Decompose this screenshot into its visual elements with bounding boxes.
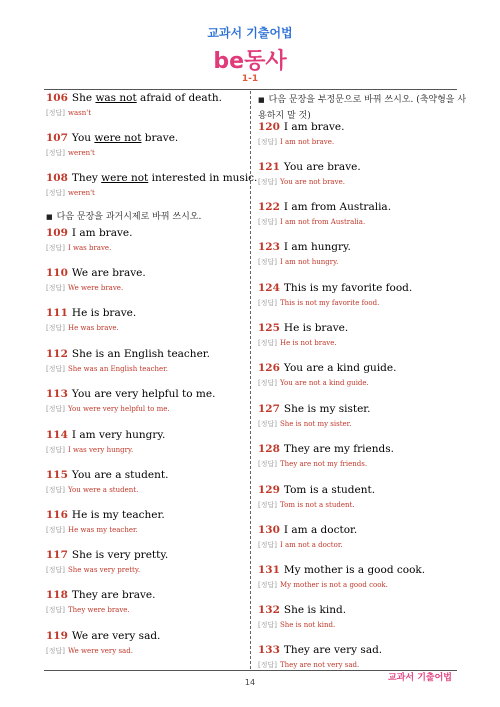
question-number: 128 xyxy=(258,443,280,455)
question-106 xyxy=(46,92,246,118)
answer-label: [정답] xyxy=(46,109,65,117)
question-number: 113 xyxy=(46,388,68,400)
question-107 xyxy=(46,132,246,158)
answer-label: [정답] xyxy=(258,299,277,307)
question-number: 115 xyxy=(46,469,68,481)
answer-label: [정답] xyxy=(46,365,65,373)
question-number: 112 xyxy=(46,348,68,360)
answer-label: [정답] xyxy=(258,138,277,146)
answer-label: [정답] xyxy=(46,149,65,157)
answer-label: [정답] xyxy=(258,258,277,266)
answer-text: She was an English teacher. xyxy=(68,365,168,373)
question-number: 133 xyxy=(258,644,280,656)
question-number: 119 xyxy=(46,630,68,642)
question-text: You xyxy=(71,132,95,144)
question-number: 106 xyxy=(46,92,68,104)
question-text: We are brave. xyxy=(71,267,146,279)
question-125 xyxy=(258,322,458,348)
question-text: afraid of death. xyxy=(136,92,222,104)
question-text: I am a doctor. xyxy=(283,524,358,536)
question-text: They are my friends. xyxy=(283,443,394,455)
question-text: She is very pretty. xyxy=(71,549,169,561)
question-130 xyxy=(258,524,458,550)
answer-text: We were brave. xyxy=(68,284,124,292)
question-number: 117 xyxy=(46,549,68,561)
answer-text: She was very pretty. xyxy=(68,566,141,574)
question-text: brave. xyxy=(141,132,179,144)
answer-text: Tom is not a student. xyxy=(280,501,355,509)
answer-text: I am not hungry. xyxy=(280,258,339,266)
underlined-text: was not xyxy=(95,92,137,104)
answer-text: They are not very sad. xyxy=(280,661,360,669)
question-119 xyxy=(46,630,246,656)
answer-text: He was my teacher. xyxy=(68,526,138,534)
section-number: 1-1 xyxy=(241,74,259,84)
question-text: She is kind. xyxy=(283,604,347,616)
answer-text: You were very helpful to me. xyxy=(68,405,170,413)
question-124 xyxy=(258,282,458,308)
question-text: This is my favorite food. xyxy=(283,282,413,294)
instruction-negative: ■ 다음 문장을 부정문으로 바꿔 쓰시오. (축약형을 사 용하지 말 것) xyxy=(258,95,467,121)
question-number: 131 xyxy=(258,564,280,576)
question-number: 127 xyxy=(258,403,280,415)
question-128 xyxy=(258,443,458,469)
answer-text: wasn't xyxy=(68,109,92,117)
question-118 xyxy=(46,589,246,615)
question-112 xyxy=(46,348,246,374)
question-text: I am brave. xyxy=(283,121,345,133)
question-number: 130 xyxy=(258,524,280,536)
question-text: She is my sister. xyxy=(283,403,371,415)
question-110 xyxy=(46,267,246,293)
question-text: I am hungry. xyxy=(283,241,351,253)
question-number: 129 xyxy=(258,484,280,496)
question-122 xyxy=(258,201,458,227)
question-text: Tom is a student. xyxy=(283,484,376,496)
answer-label: [정답] xyxy=(46,324,65,332)
answer-text: weren't xyxy=(68,189,95,197)
answer-label: [정답] xyxy=(258,501,277,509)
question-text: They are very sad. xyxy=(283,644,383,656)
underlined-text: were not xyxy=(101,172,149,184)
answer-label: [정답] xyxy=(46,486,65,494)
question-number: 118 xyxy=(46,589,68,601)
answer-label: [정답] xyxy=(258,460,277,468)
answer-label: [정답] xyxy=(258,178,277,186)
question-text: They xyxy=(71,172,102,184)
answer-text: She is not my sister. xyxy=(280,420,352,428)
answer-label: [정답] xyxy=(258,661,277,669)
question-text: interested in music. xyxy=(148,172,258,184)
question-number: 124 xyxy=(258,282,280,294)
question-number: 107 xyxy=(46,132,68,144)
answer-text: I am not brave. xyxy=(280,138,335,146)
question-117 xyxy=(46,549,246,575)
question-114 xyxy=(46,429,246,455)
question-129 xyxy=(258,484,458,510)
question-text: You are brave. xyxy=(283,161,361,173)
instruction-past-tense: ■ 다음 문장을 과거시제로 바꿔 쓰시오. xyxy=(46,212,202,222)
answer-text: weren't xyxy=(68,149,95,157)
answer-label: [정답] xyxy=(46,446,65,454)
question-115 xyxy=(46,469,246,495)
question-text: He is brave. xyxy=(283,322,349,334)
question-text: He is my teacher. xyxy=(71,509,165,521)
question-number: 121 xyxy=(258,161,280,173)
answer-text: I was very hungry. xyxy=(68,446,134,454)
question-text: You are a kind guide. xyxy=(283,362,397,374)
question-109 xyxy=(46,227,246,253)
question-121 xyxy=(258,161,458,187)
page-title: be동사 xyxy=(213,49,287,74)
answer-text: You are not brave. xyxy=(280,178,345,186)
answer-label: [정답] xyxy=(258,339,277,347)
question-132 xyxy=(258,604,458,630)
answer-label: [정답] xyxy=(46,405,65,413)
question-number: 110 xyxy=(46,267,68,279)
footer-brand: 교과서 기출어법 xyxy=(388,673,452,683)
answer-text: My mother is not a good cook. xyxy=(280,581,388,589)
answer-label: [정답] xyxy=(46,244,65,252)
answer-label: [정답] xyxy=(46,606,65,614)
answer-label: [정답] xyxy=(46,566,65,574)
question-text: I am brave. xyxy=(71,227,133,239)
question-number: 122 xyxy=(258,201,280,213)
question-text: She is an English teacher. xyxy=(71,348,210,360)
answer-label: [정답] xyxy=(258,581,277,589)
answer-label: [정답] xyxy=(258,218,277,226)
answer-text: He was brave. xyxy=(68,324,119,332)
answer-text: I am not from Australia. xyxy=(280,218,366,226)
answer-label: [정답] xyxy=(46,526,65,534)
question-text: My mother is a good cook. xyxy=(283,564,426,576)
answer-text: This is not my favorite food. xyxy=(280,299,380,307)
question-126 xyxy=(258,362,458,388)
answer-text: She is not kind. xyxy=(280,621,336,629)
question-text: They are brave. xyxy=(71,589,156,601)
question-number: 108 xyxy=(46,172,68,184)
question-text: You are very helpful to me. xyxy=(71,388,216,400)
question-number: 132 xyxy=(258,604,280,616)
question-number: 114 xyxy=(46,429,68,441)
answer-label: [정답] xyxy=(258,379,277,387)
question-123 xyxy=(258,241,458,267)
question-number: 109 xyxy=(46,227,68,239)
question-108 xyxy=(46,172,258,198)
question-text: You are a student. xyxy=(71,469,169,481)
answer-text: We were very sad. xyxy=(68,647,133,655)
underlined-text: were not xyxy=(94,132,142,144)
question-127 xyxy=(258,403,458,429)
question-number: 123 xyxy=(258,241,280,253)
question-113 xyxy=(46,388,246,414)
question-number: 111 xyxy=(46,307,68,319)
answer-text: He is not brave. xyxy=(280,339,337,347)
top-rule xyxy=(44,89,457,90)
page-number: 14 xyxy=(244,678,256,687)
question-text: I am very hungry. xyxy=(71,429,166,441)
answer-text: You are not a kind guide. xyxy=(280,379,369,387)
answer-label: [정답] xyxy=(46,189,65,197)
answer-label: [정답] xyxy=(46,284,65,292)
question-number: 126 xyxy=(258,362,280,374)
answer-text: I am not a doctor. xyxy=(280,541,343,549)
question-111 xyxy=(46,307,246,333)
header-series-title: 교과서 기출어법 xyxy=(207,26,293,40)
question-133 xyxy=(258,644,458,670)
answer-text: You were a student. xyxy=(68,486,139,494)
answer-label: [정답] xyxy=(258,420,277,428)
answer-label: [정답] xyxy=(258,541,277,549)
question-text: He is brave. xyxy=(71,307,137,319)
answer-text: They were brave. xyxy=(68,606,130,614)
answer-text: They are not my friends. xyxy=(280,460,368,468)
question-131 xyxy=(258,564,458,590)
question-text: I am from Australia. xyxy=(283,201,392,213)
question-120 xyxy=(258,121,458,147)
answer-label: [정답] xyxy=(46,647,65,655)
question-number: 116 xyxy=(46,509,68,521)
question-text: She xyxy=(71,92,96,104)
answer-text: I was brave. xyxy=(68,244,112,252)
question-number: 120 xyxy=(258,121,280,133)
question-text: We are very sad. xyxy=(71,630,161,642)
question-116 xyxy=(46,509,246,535)
answer-label: [정답] xyxy=(258,621,277,629)
question-number: 125 xyxy=(258,322,280,334)
